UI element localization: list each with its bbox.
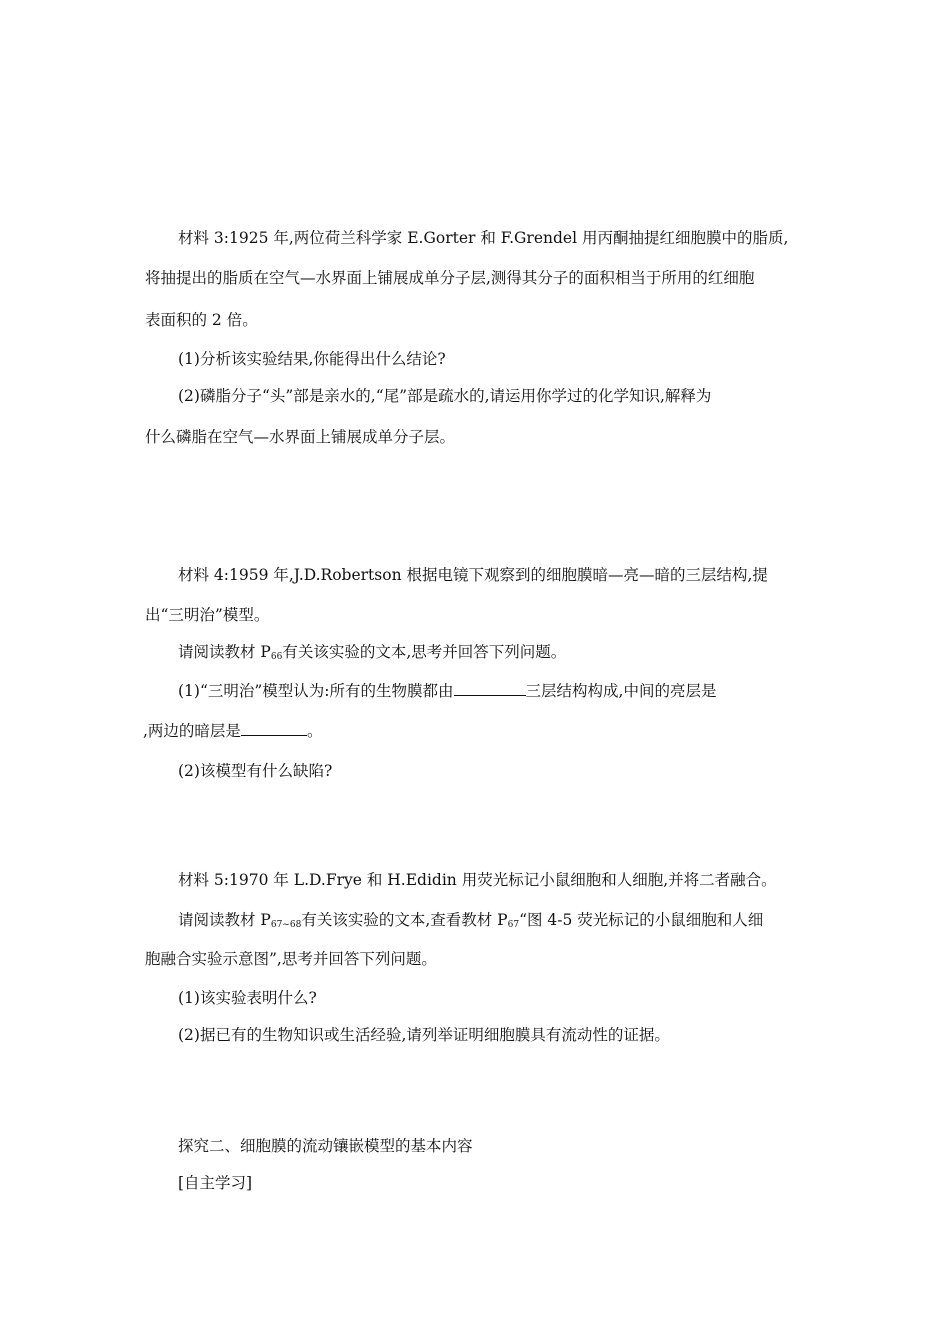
m4-reading-instruction — [178, 642, 566, 667]
m4-line-2: 出“三明治”模型。 — [145, 606, 270, 624]
m4-q1-text-b: 三层结构构成,中间的亮层是 — [525, 682, 717, 700]
m4-reading-text-a: 请阅读教材 P — [178, 643, 271, 661]
m4-question-2: (2)该模型有什么缺陷? — [178, 762, 333, 780]
m3-line-1: 材料 3:1925 年,两位荷兰科学家 E.Gorter 和 F.Grendel 用丙酮抽提红细胞膜中的脂质, — [178, 229, 789, 247]
m4-reading-text-b: 有关该实验的文本,思考并回答下列问题。 — [282, 643, 567, 661]
m4-q1-text-d: 。 — [306, 722, 323, 740]
fill-in-blank-2[interactable] — [241, 721, 307, 736]
m5-reading-instruction — [178, 910, 763, 935]
fill-in-blank-1[interactable] — [454, 681, 526, 696]
section-title-explore-2: 探究二、细胞膜的流动镶嵌模型的基本内容 — [178, 1137, 473, 1155]
m4-question-1-line-1 — [178, 681, 716, 701]
m4-q1-text-a: (1)“三明治”模型认为:所有的生物膜都由 — [178, 682, 454, 700]
m5-reading-instruction-line-2: 胞融合实验示意图”,思考并回答下列问题。 — [145, 950, 437, 968]
m5-reading-text-b: 有关该实验的文本,查看教材 P — [301, 911, 508, 929]
m3-question-1: (1)分析该实验结果,你能得出什么结论? — [178, 350, 446, 368]
m5-page-subscript-2: 67 — [507, 920, 520, 930]
m5-question-2: (2)据已有的生物知识或生活经验,请列举证明细胞膜具有流动性的证据。 — [178, 1026, 670, 1044]
m5-reading-text-a: 请阅读教材 P — [178, 911, 271, 929]
m4-page-subscript: 66 — [270, 652, 283, 662]
m5-page-subscript-1: 67~68 — [270, 920, 302, 930]
m3-line-3: 表面积的 2 倍。 — [145, 311, 258, 329]
m4-line-1: 材料 4:1959 年,J.D.Robertson 根据电镜下观察到的细胞膜暗—亮—暗的三层结构,提 — [178, 566, 768, 584]
section-subtitle-self-study: [自主学习] — [178, 1174, 253, 1192]
m5-line-1: 材料 5:1970 年 L.D.Frye 和 H.Edidin 用荧光标记小鼠细胞和人细胞,并将二者融合。 — [178, 871, 777, 889]
m4-question-1-line-2 — [143, 721, 322, 741]
m5-reading-text-c: “图 4-5 荧光标记的小鼠细胞和人细 — [519, 911, 764, 929]
m5-question-1: (1)该实验表明什么? — [178, 989, 317, 1007]
m4-q1-text-c: ,两边的暗层是 — [143, 722, 241, 740]
m3-question-2-line-1: (2)磷脂分子“头”部是亲水的,“尾”部是疏水的,请运用你学过的化学知识,解释为 — [178, 387, 712, 405]
m3-line-2: 将抽提出的脂质在空气—水界面上铺展成单分子层,测得其分子的面积相当于所用的红细胞 — [145, 269, 755, 287]
m3-question-2-line-2: 什么磷脂在空气—水界面上铺展成单分子层。 — [145, 428, 456, 446]
